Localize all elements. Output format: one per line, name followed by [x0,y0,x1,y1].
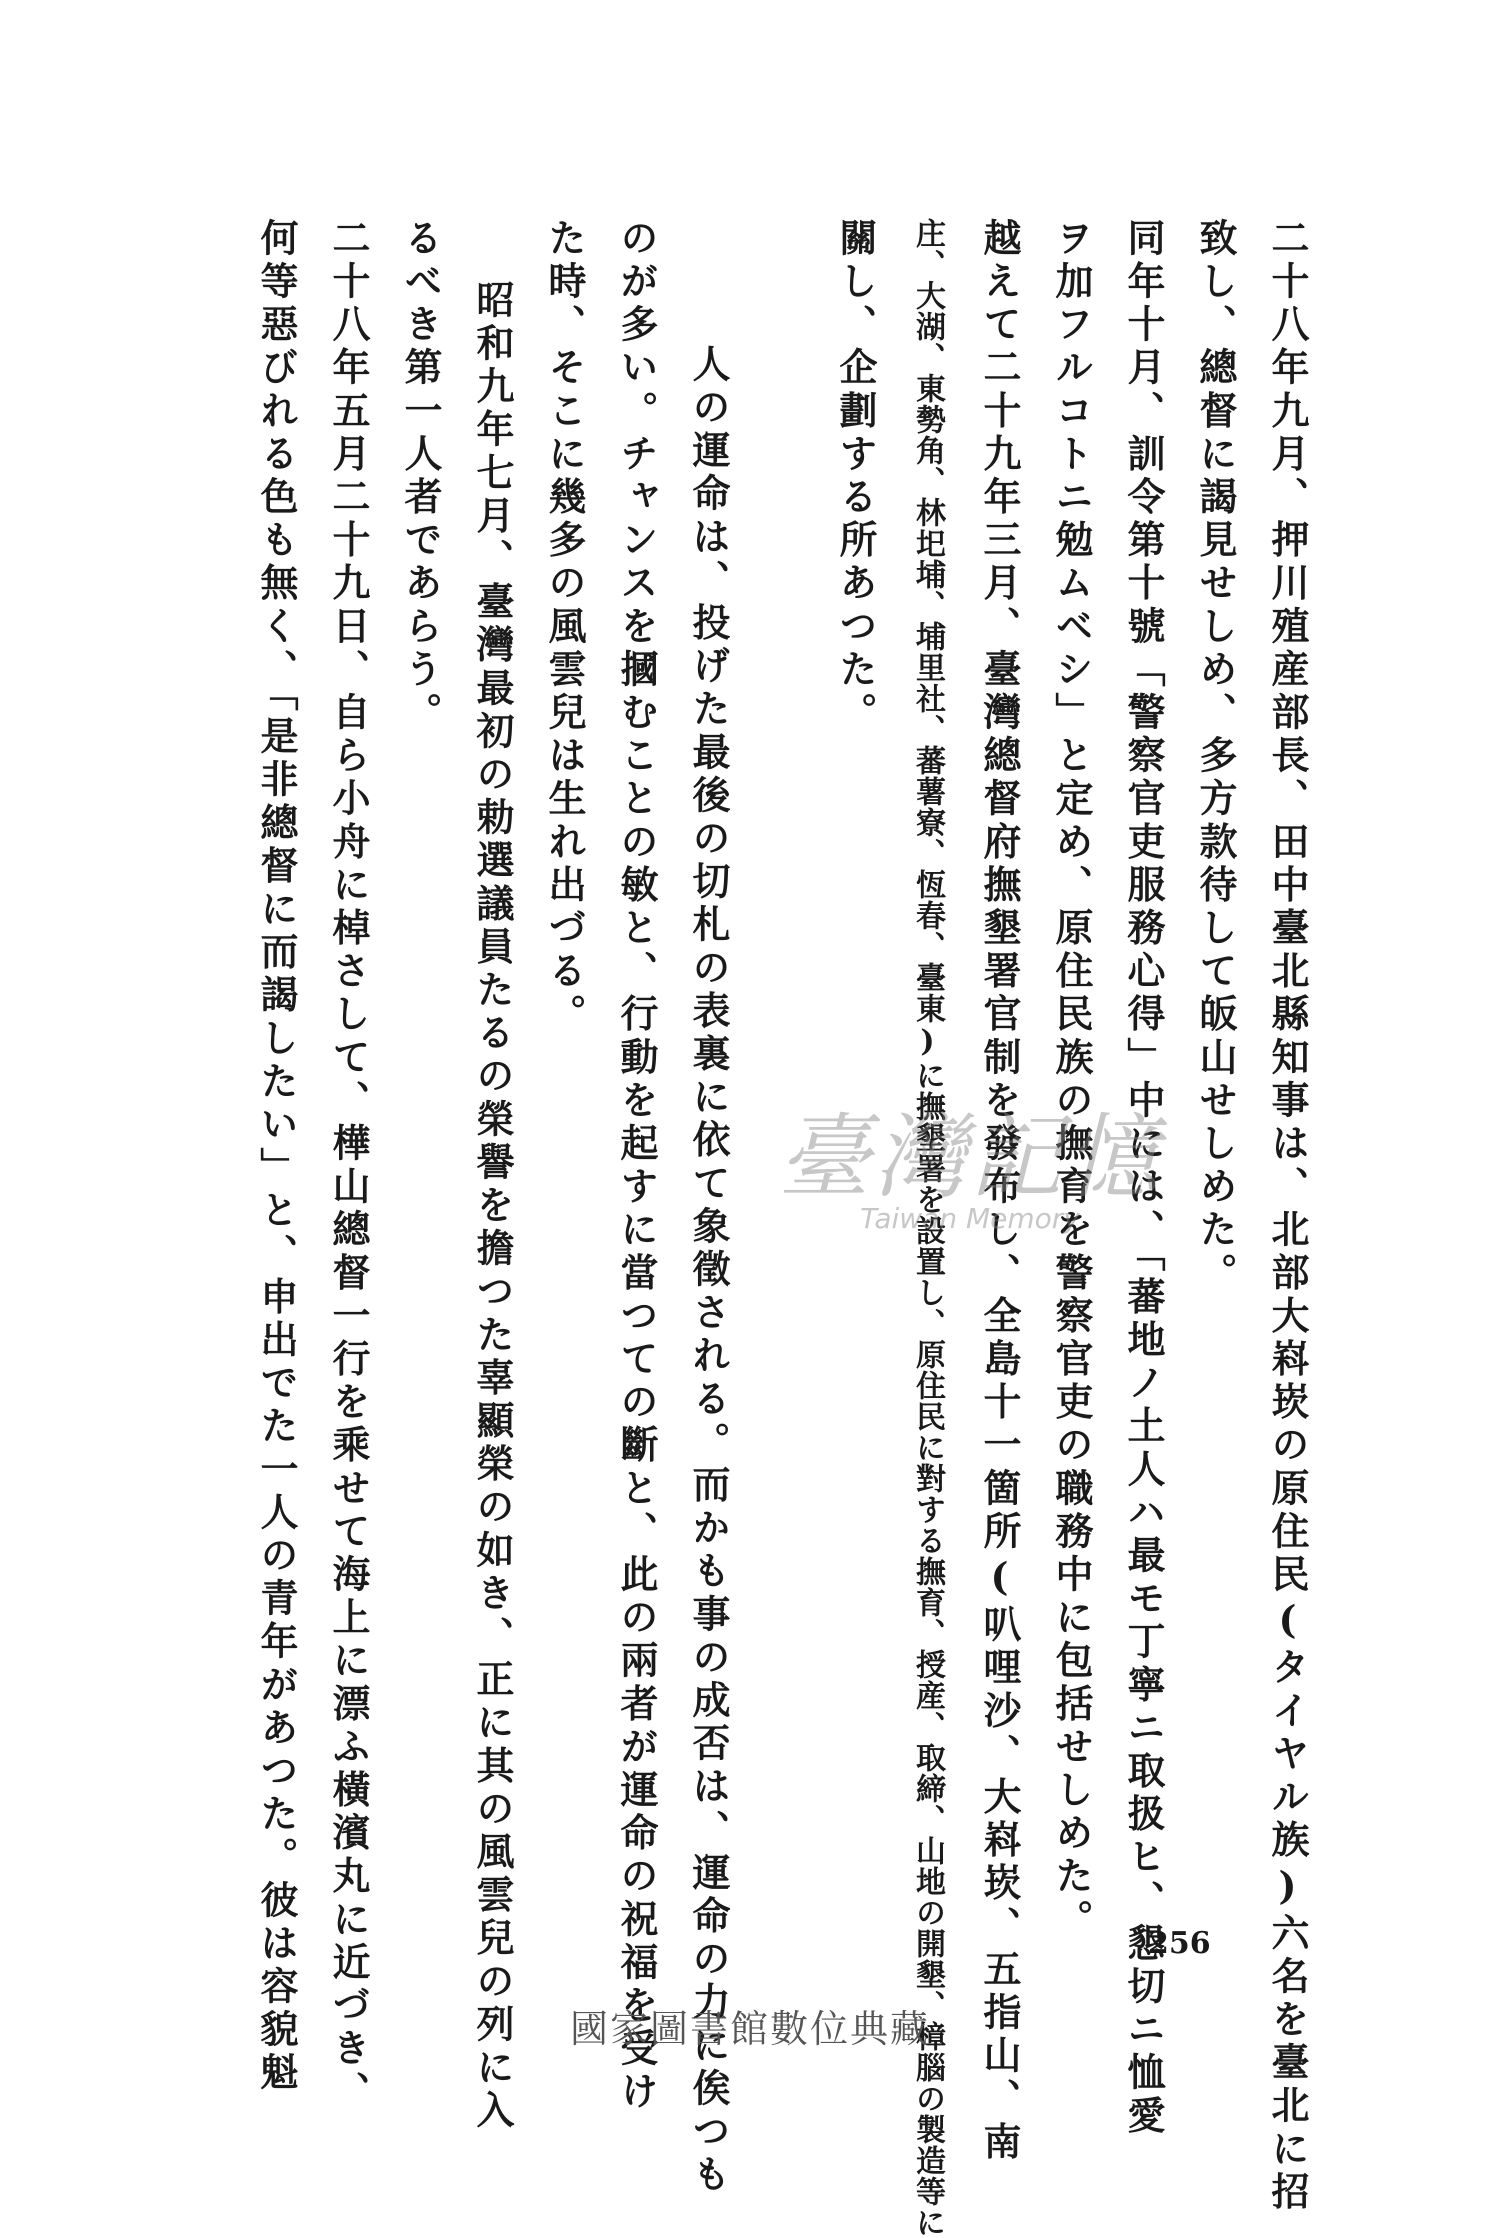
text-column-14: 何等惡びれる色も無く、「是非總督に而謁したい」と、申出でた一人の青年があつた。彼は容貌魁 [254,218,299,2096]
watermark-english: Taiwan Memory [860,1202,1080,1235]
text-column-13: 二十八年五月二十九日、自ら小舟に棹さして、樺山總督一行を乘せて海上に漂ふ橫濱丸に近づき、 [326,218,371,2115]
text-column-2: 致し、總督に謁見せしめ、多方款待して皈山せしめた。 [1193,218,1238,1296]
text-column-6: 庄、大湖、東勢角、林圯埔、埔里社、蕃薯寮、恆春、臺東)に撫墾署を設置し、原住民に對する撫育、授産、取締、山地の開墾、樟腦の製造等に [910,218,945,2238]
watermark-logo [760,1104,1180,1235]
text-column-5: 越えて二十九年三月、臺灣總督府撫墾署官制を發布し、全島十一箇所(叭哩沙、大嵙崁、五指山、南 [977,218,1022,2165]
watermark-chinese: 臺灣記憶 [777,1104,1162,1211]
text-column-3: 同年十月、訓令第十號「警察官吏服務心得」中には、「蕃地ノ土人ハ最モ丁寧ニ取扱ヒ、懇切ニ恤愛 [1121,218,1166,2139]
text-column-11: 昭和九年七月、臺灣最初の勅選議員たるの榮譽を擔つた辜顯榮の如き、正に其の風雲兒の列に入 [470,280,515,2134]
text-column-9: のが多い。チャンスを摑むことの敏と、行動を起すに當つての斷と、此の兩者が運命の祝福を受け [614,218,659,2115]
text-column-1: 二十八年九月、押川殖産部長、田中臺北縣知事は、北部大嵙崁の原住民(タイヤル族)六名を臺北に招 [1265,218,1310,2215]
footer-text: 國家圖書館數位典藏 [569,2007,930,2051]
text-column-4: ヲ加フルコトニ勉ムベシ」と定め、原住民族の撫育を警察官吏の職務中に包括せしめた。 [1049,218,1094,1942]
text-column-10: た時、そこに幾多の風雲兒は生れ出づる。 [542,218,587,1037]
page-number: 256 [1148,1926,1211,1961]
text-column-12: るべき第一人者であらう。 [398,218,443,736]
text-column-8: 人の運命は、投げた最後の切札の表裏に依て象徵される。而かも事の成否は、運命の力に俟つも [686,344,731,2198]
text-column-7: 關し、企劃する所あつた。 [833,218,878,736]
